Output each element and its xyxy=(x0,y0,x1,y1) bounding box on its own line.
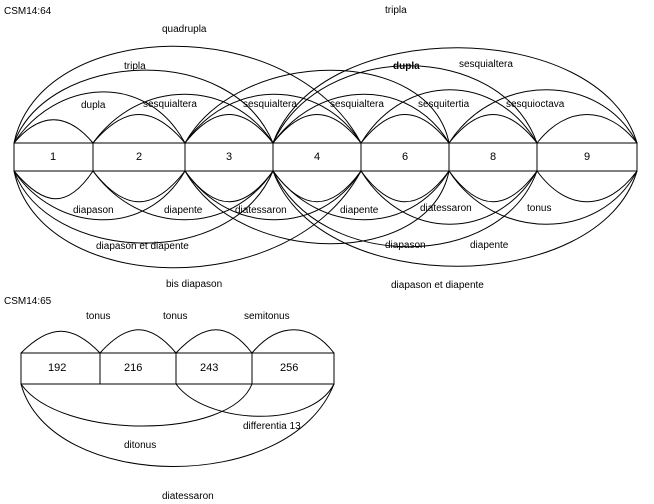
figure-1-upper-label-quadrupla: quadrupla xyxy=(162,24,207,35)
figure-1-cell-8: 8 xyxy=(490,151,497,163)
figure-1-cell-4: 4 xyxy=(314,151,321,163)
figure-1-upper-label-dupla-right: dupla xyxy=(393,61,420,72)
figure-2-cell-216: 216 xyxy=(124,362,143,374)
figure-1-upper-label-tripla-right: tripla xyxy=(385,5,407,16)
figure-1-lower-label-bis-diapason: bis diapason xyxy=(166,279,223,290)
figure-1-upper-label-sesquialtera-1: sesquialtera xyxy=(143,99,197,110)
figure-1-cell-1: 1 xyxy=(50,151,57,163)
figure-1-lower-label-diapente-2: diapente xyxy=(340,205,379,216)
figure-1-cell-6: 6 xyxy=(402,151,409,163)
figure-1-lower-label-diapente-3: diapente xyxy=(470,240,509,251)
figure-1-lower-label-diapente-1: diapente xyxy=(164,205,203,216)
figure-2-lower-label-differentia: differentia 13 xyxy=(243,421,301,432)
figure-1-upper-label-sesquioctava: sesquioctava xyxy=(506,99,565,110)
figure-1-cell-2: 2 xyxy=(136,151,143,163)
figure-1-upper-label-sesquialtera-3: sesquialtera xyxy=(330,99,384,110)
figure-1-lower-label-diapason-et-diapente-right: diapason et diapente xyxy=(391,280,484,291)
figure-2-cell-192: 192 xyxy=(48,362,67,374)
figure-1-upper-label-sesquitertia: sesquitertia xyxy=(418,99,470,110)
figure-1-upper-label-dupla-left: dupla xyxy=(81,100,106,111)
figure-1-upper-label-sesquialtera-2: sesquialtera xyxy=(243,99,297,110)
figure-1-id: CSM14:64 xyxy=(4,6,52,17)
figure-2-upper-label-semitonus: semitonus xyxy=(244,311,290,322)
figure-1-lower-label-diatessaron-2: diatessaron xyxy=(420,203,472,214)
figure-2-arcs xyxy=(21,330,334,467)
figure-2-cell-256: 256 xyxy=(280,362,299,374)
figure-1-cell-9: 9 xyxy=(584,151,591,163)
figure-2-upper-label-tonus-1: tonus xyxy=(86,311,111,322)
figure-1-lower-label-diatessaron-1: diatessaron xyxy=(235,205,287,216)
figure-1-lower-label-diapason-et-diapente-left: diapason et diapente xyxy=(96,241,189,252)
figure-1-upper-arcs xyxy=(14,46,637,143)
figure-1-upper-label-tripla-left: tripla xyxy=(124,61,146,72)
figure-2-lower-label-diatessaron: diatessaron xyxy=(162,491,214,502)
figure-1-lower-label-diapason-1: diapason xyxy=(73,205,114,216)
figure-2-lower-label-ditonus: ditonus xyxy=(124,440,157,451)
figure-2-upper-label-tonus-2: tonus xyxy=(163,311,188,322)
figure-2-cell-243: 243 xyxy=(200,362,219,374)
figure-1-lower-label-diapason-2: diapason xyxy=(385,240,426,251)
figure-1-lower-arcs xyxy=(14,171,637,268)
figure-1-lower-label-tonus: tonus xyxy=(527,203,552,214)
figure-2-id: CSM14:65 xyxy=(4,296,52,307)
figure-1-cell-3: 3 xyxy=(226,151,233,163)
figure-1-cell-boxes xyxy=(14,143,637,171)
figure-1-upper-label-sesquialtera-far-right: sesquialtera xyxy=(459,59,513,70)
